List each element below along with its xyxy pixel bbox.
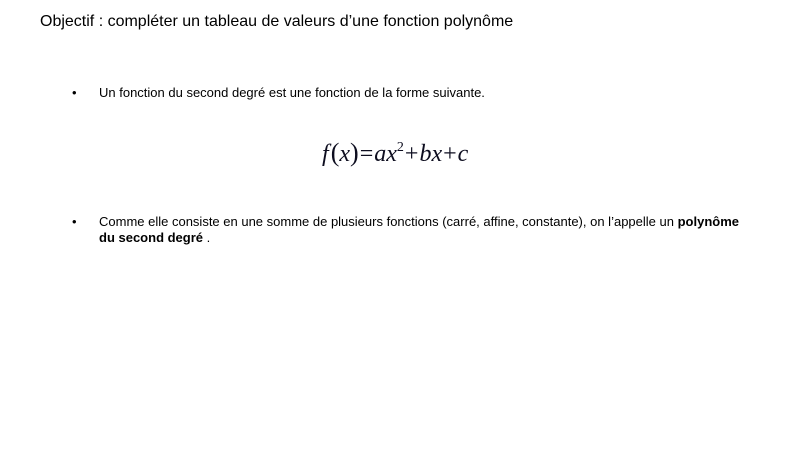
formula-open-paren: ( [330,138,340,167]
explanation-text: Comme elle consiste en une somme de plusieurs fonctions (carré, affine, constante), on l’appelle un [99,214,674,229]
formula-ax: ax [374,141,397,167]
formula-exponent: 2 [396,140,404,155]
formula-plus: + [404,141,419,167]
formula-plus: + [443,141,457,167]
formula-x: x [339,141,351,167]
slide-title: Objectif : compléter un tableau de valeurs d’une fonction polynôme [40,13,514,30]
formula-close-paren: ) [350,138,359,167]
formula-bx: bx [419,141,443,167]
explanation-end: . [203,230,211,245]
polynomial-term: polynôme du second degré [99,214,739,245]
polynomial-explanation [99,214,739,246]
formula-equals: = [359,141,374,167]
quadratic-formula [322,138,468,168]
definition-text: Un fonction du second degré est une fonction de la forme suivante. [99,85,485,100]
bullet-icon: • [72,214,77,229]
formula-f: f [322,141,329,167]
bullet-icon: • [72,85,77,100]
formula-c: c [457,141,469,167]
